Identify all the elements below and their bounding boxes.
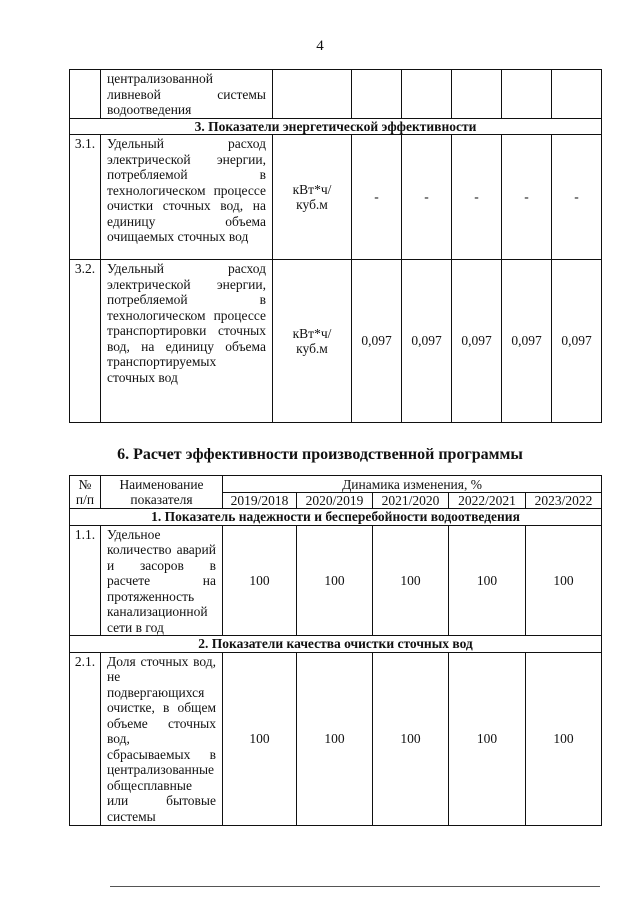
row-number (70, 70, 101, 119)
indicator-name: Удельное количество аварий и засоров в расчете на протяженность канализационной сети в год (101, 525, 223, 636)
page-number: 4 (316, 38, 324, 54)
value-cell: 100 (297, 525, 373, 636)
value-cell: 100 (223, 652, 297, 825)
value-cell: - (352, 135, 402, 260)
section-title: 6. Расчет эффективности производственной программы (117, 446, 523, 463)
section-heading: 2. Показатели качества очистки сточных вод (70, 636, 602, 653)
table-row (70, 135, 602, 260)
header-row (70, 476, 602, 493)
indicator-name: Удельный расход электрической энергии, потребляемой в технологическом процессе транспортировки сточных вод, на единицу объема транспортируемых сточных вод (101, 260, 273, 423)
section-heading-row (70, 118, 602, 135)
table-row-continuation (70, 70, 602, 119)
header-year: 2023/2022 (526, 493, 602, 509)
bottom-rule (110, 886, 600, 887)
unit-cell (273, 70, 352, 119)
table-row (70, 260, 602, 423)
efficiency-calculation-table (69, 475, 602, 826)
value-cell: 100 (223, 525, 297, 636)
header-year: 2021/2020 (373, 493, 449, 509)
table-row (70, 525, 602, 636)
value-cell: 100 (297, 652, 373, 825)
value-cell: - (452, 135, 502, 260)
header-year: 2022/2021 (449, 493, 526, 509)
value-cell: - (552, 135, 602, 260)
value-cell (552, 70, 602, 119)
header-dynamics: Динамика изменения, % (223, 476, 602, 493)
value-cell: - (502, 135, 552, 260)
section-heading-row (70, 509, 602, 526)
header-name: Наименование показателя (101, 476, 223, 509)
row-number: 2.1. (70, 652, 101, 825)
value-cell (452, 70, 502, 119)
value-cell: 100 (449, 525, 526, 636)
value-cell: 0,097 (452, 260, 502, 423)
section-heading: 3. Показатели энергетической эффективности (70, 118, 602, 135)
value-cell: 100 (373, 525, 449, 636)
value-cell (352, 70, 402, 119)
section-heading-row (70, 636, 602, 653)
header-year: 2019/2018 (223, 493, 297, 509)
energy-indicators-table (69, 69, 602, 423)
value-cell (402, 70, 452, 119)
header-year: 2020/2019 (297, 493, 373, 509)
indicator-name: Удельный расход электрической энергии, потребляемой в технологическом процессе очистки сточных вод, на единицу объема очищаемых сточных вод (101, 135, 273, 260)
indicator-name: Доля сточных вод, не подвергающихся очистке, в общем объеме сточных вод, сбрасываемых в централизованные общесплавные или бытовые системы (101, 652, 223, 825)
value-cell: 100 (373, 652, 449, 825)
value-cell: 0,097 (402, 260, 452, 423)
section-heading: 1. Показатель надежности и бесперебойности водоотведения (70, 509, 602, 526)
value-cell: 100 (526, 652, 602, 825)
value-cell: 0,097 (502, 260, 552, 423)
indicator-name: централизованной ливневой системы водоотведения (101, 70, 273, 119)
table-row (70, 652, 602, 825)
row-number: 3.2. (70, 260, 101, 423)
value-cell: 0,097 (552, 260, 602, 423)
header-num: № п/п (70, 476, 101, 509)
value-cell (502, 70, 552, 119)
row-number: 1.1. (70, 525, 101, 636)
value-cell: - (402, 135, 452, 260)
value-cell: 0,097 (352, 260, 402, 423)
unit-cell: кВт*ч/ куб.м (273, 260, 352, 423)
row-number: 3.1. (70, 135, 101, 260)
unit-cell: кВт*ч/ куб.м (273, 135, 352, 260)
value-cell: 100 (526, 525, 602, 636)
value-cell: 100 (449, 652, 526, 825)
